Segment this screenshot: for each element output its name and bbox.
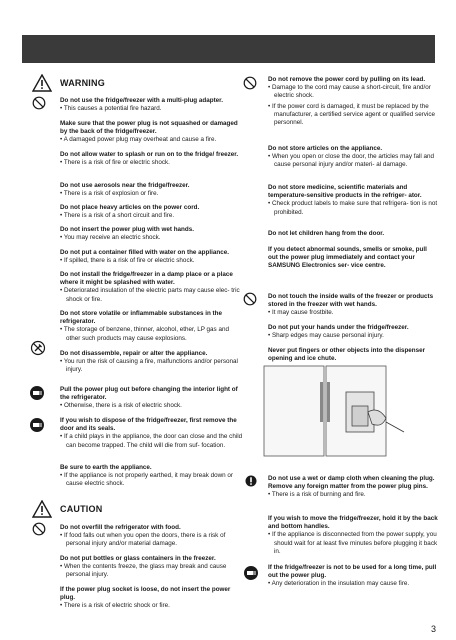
- warning-item: Make sure that the power plug is not squashed or damaged by the back of the fridge/freezer. • A damaged power plug may overheat and cause a fire.: [60, 120, 238, 144]
- warning-heading: WARNING: [60, 78, 105, 88]
- unplug-icon: [243, 565, 259, 581]
- caution-item: If the fridge/freezer is not to be used for a long time, pull out the power plug. • Any deterioration in the insulation may cause fire.: [268, 564, 437, 588]
- warning-item: Do not put your hands under the fridge/freezer. • Sharp edges may cause personal injury.: [268, 324, 409, 340]
- warning-item: Do not use aerosols near the fridge/freezer. • There is a risk of explosion or fire.: [60, 182, 190, 198]
- prohibited-icon: [243, 76, 257, 90]
- page-number: 3: [430, 624, 436, 634]
- warning-item: Be sure to earth the appliance. • If the appliance is not properly earthed, it may break down or cause electric shock.: [60, 464, 234, 488]
- caution-item: Do not put bottles or glass containers in the freezer. • When the contents freeze, the glass may break and cause personal injury.: [60, 555, 227, 579]
- warning-item: Do not store volatile or inflammable substances in the refrigerator. • The storage of benzene, thinner, alcohol, ether, LP gas and other such products may cause explosions.: [60, 310, 229, 342]
- warning-item: Do not let children hang from the door.: [268, 230, 385, 237]
- warning-item: Do not place heavy articles on the power cord. • There is a risk of a short circuit and fire.: [60, 204, 200, 220]
- prohibited-icon: [243, 292, 257, 306]
- warning-item: Pull the power plug out before changing the interior light of the refrigerator. • Otherwise, there is a risk of electric shock.: [60, 386, 238, 410]
- warning-item: If you detect abnormal sounds, smells or smoke, pull out the power plug immediately and contact your SAMSUNG Electronics ser- vice centre.: [268, 246, 427, 270]
- warning-item: Do not touch the inside walls of the freezer or products stored in the freezer with wet hands. • It may cause frostbite.: [268, 293, 434, 317]
- warning-item: Do not allow water to splash or run on to the fridge/ freezer. • There is a risk of fire or electric shock.: [60, 151, 239, 167]
- prohibited-icon: [32, 522, 46, 536]
- dispenser-illustration: [256, 362, 406, 464]
- caution-triangle-icon: [32, 500, 52, 518]
- caution-item: Do not use a wet or damp cloth when cleaning the plug. Remove any foreign matter from the power plug pins. • There is a risk of burning and fire.: [268, 475, 435, 499]
- warning-item: Do not use the fridge/freezer with a multi-plug adapter. • This causes a potential fire hazard.: [60, 97, 224, 113]
- exclamation-icon: [245, 475, 257, 487]
- warning-item: Do not insert the power plug with wet hands. • You may receive an electric shock.: [60, 226, 194, 242]
- caution-item: If the power plug socket is loose, do not insert the power plug. • There is a risk of electric shock or fire.: [60, 586, 231, 610]
- warning-item: Do not store articles on the appliance. • When you open or close the door, the articles may fall and cause personal injury and/or materi- al damage.: [268, 145, 435, 169]
- warning-item: Do not store medicine, scientific materials and temperature-sensitive products in the refriger- ator. • Check product labels to make sure that refrigera- tion is not prohibited.: [268, 184, 438, 216]
- unplug-icon: [29, 385, 45, 401]
- no-disassembly-icon: [30, 340, 46, 356]
- unplug-icon: [29, 417, 45, 433]
- caution-heading: CAUTION: [60, 504, 103, 514]
- warning-item: Do not remove the power cord by pulling on its lead. • Damage to the cord may cause a short-circuit, fire and/or electric shock. • If the power cord is damaged, it must be replaced by the manufacturer, a certified service agent or qualified service personnel.: [268, 76, 436, 127]
- caution-item: If you wish to move the fridge/freezer, hold it by the back and bottom handles. • If the appliance is disconnected from the power supply, you should wait for at least five minutes before plugging it back in.: [268, 515, 438, 555]
- warning-triangle-icon: [32, 74, 52, 92]
- warning-item: Never put fingers or other objects into the dispenser opening and ice chute.: [268, 347, 426, 363]
- warning-item: If you wish to dispose of the fridge/freezer, first remove the door and its seals. • If a child plays in the appliance, the door can close and the child can become trapped. The child will die from suf- focation.: [60, 417, 243, 449]
- caution-item: Do not overfill the refrigerator with food. • If food falls out when you open the doors, there is a risk of personal injury and/or material damage.: [60, 524, 226, 548]
- warning-item: Do not disassemble, repair or alter the appliance. • You run the risk of causing a fire, malfunctions and/or personal injury.: [60, 350, 238, 374]
- header-bar: [22, 35, 435, 63]
- prohibited-icon: [32, 96, 46, 110]
- warning-item: Do not install the fridge/freezer in a damp place or a place where it might be splashed with water. • Deteriorated insulation of the electric parts may cause elec- tric shock or fire.: [60, 271, 240, 303]
- warning-item: Do not put a container filled with water on the appliance. • If spilled, there is a risk of fire or electric shock.: [60, 249, 229, 265]
